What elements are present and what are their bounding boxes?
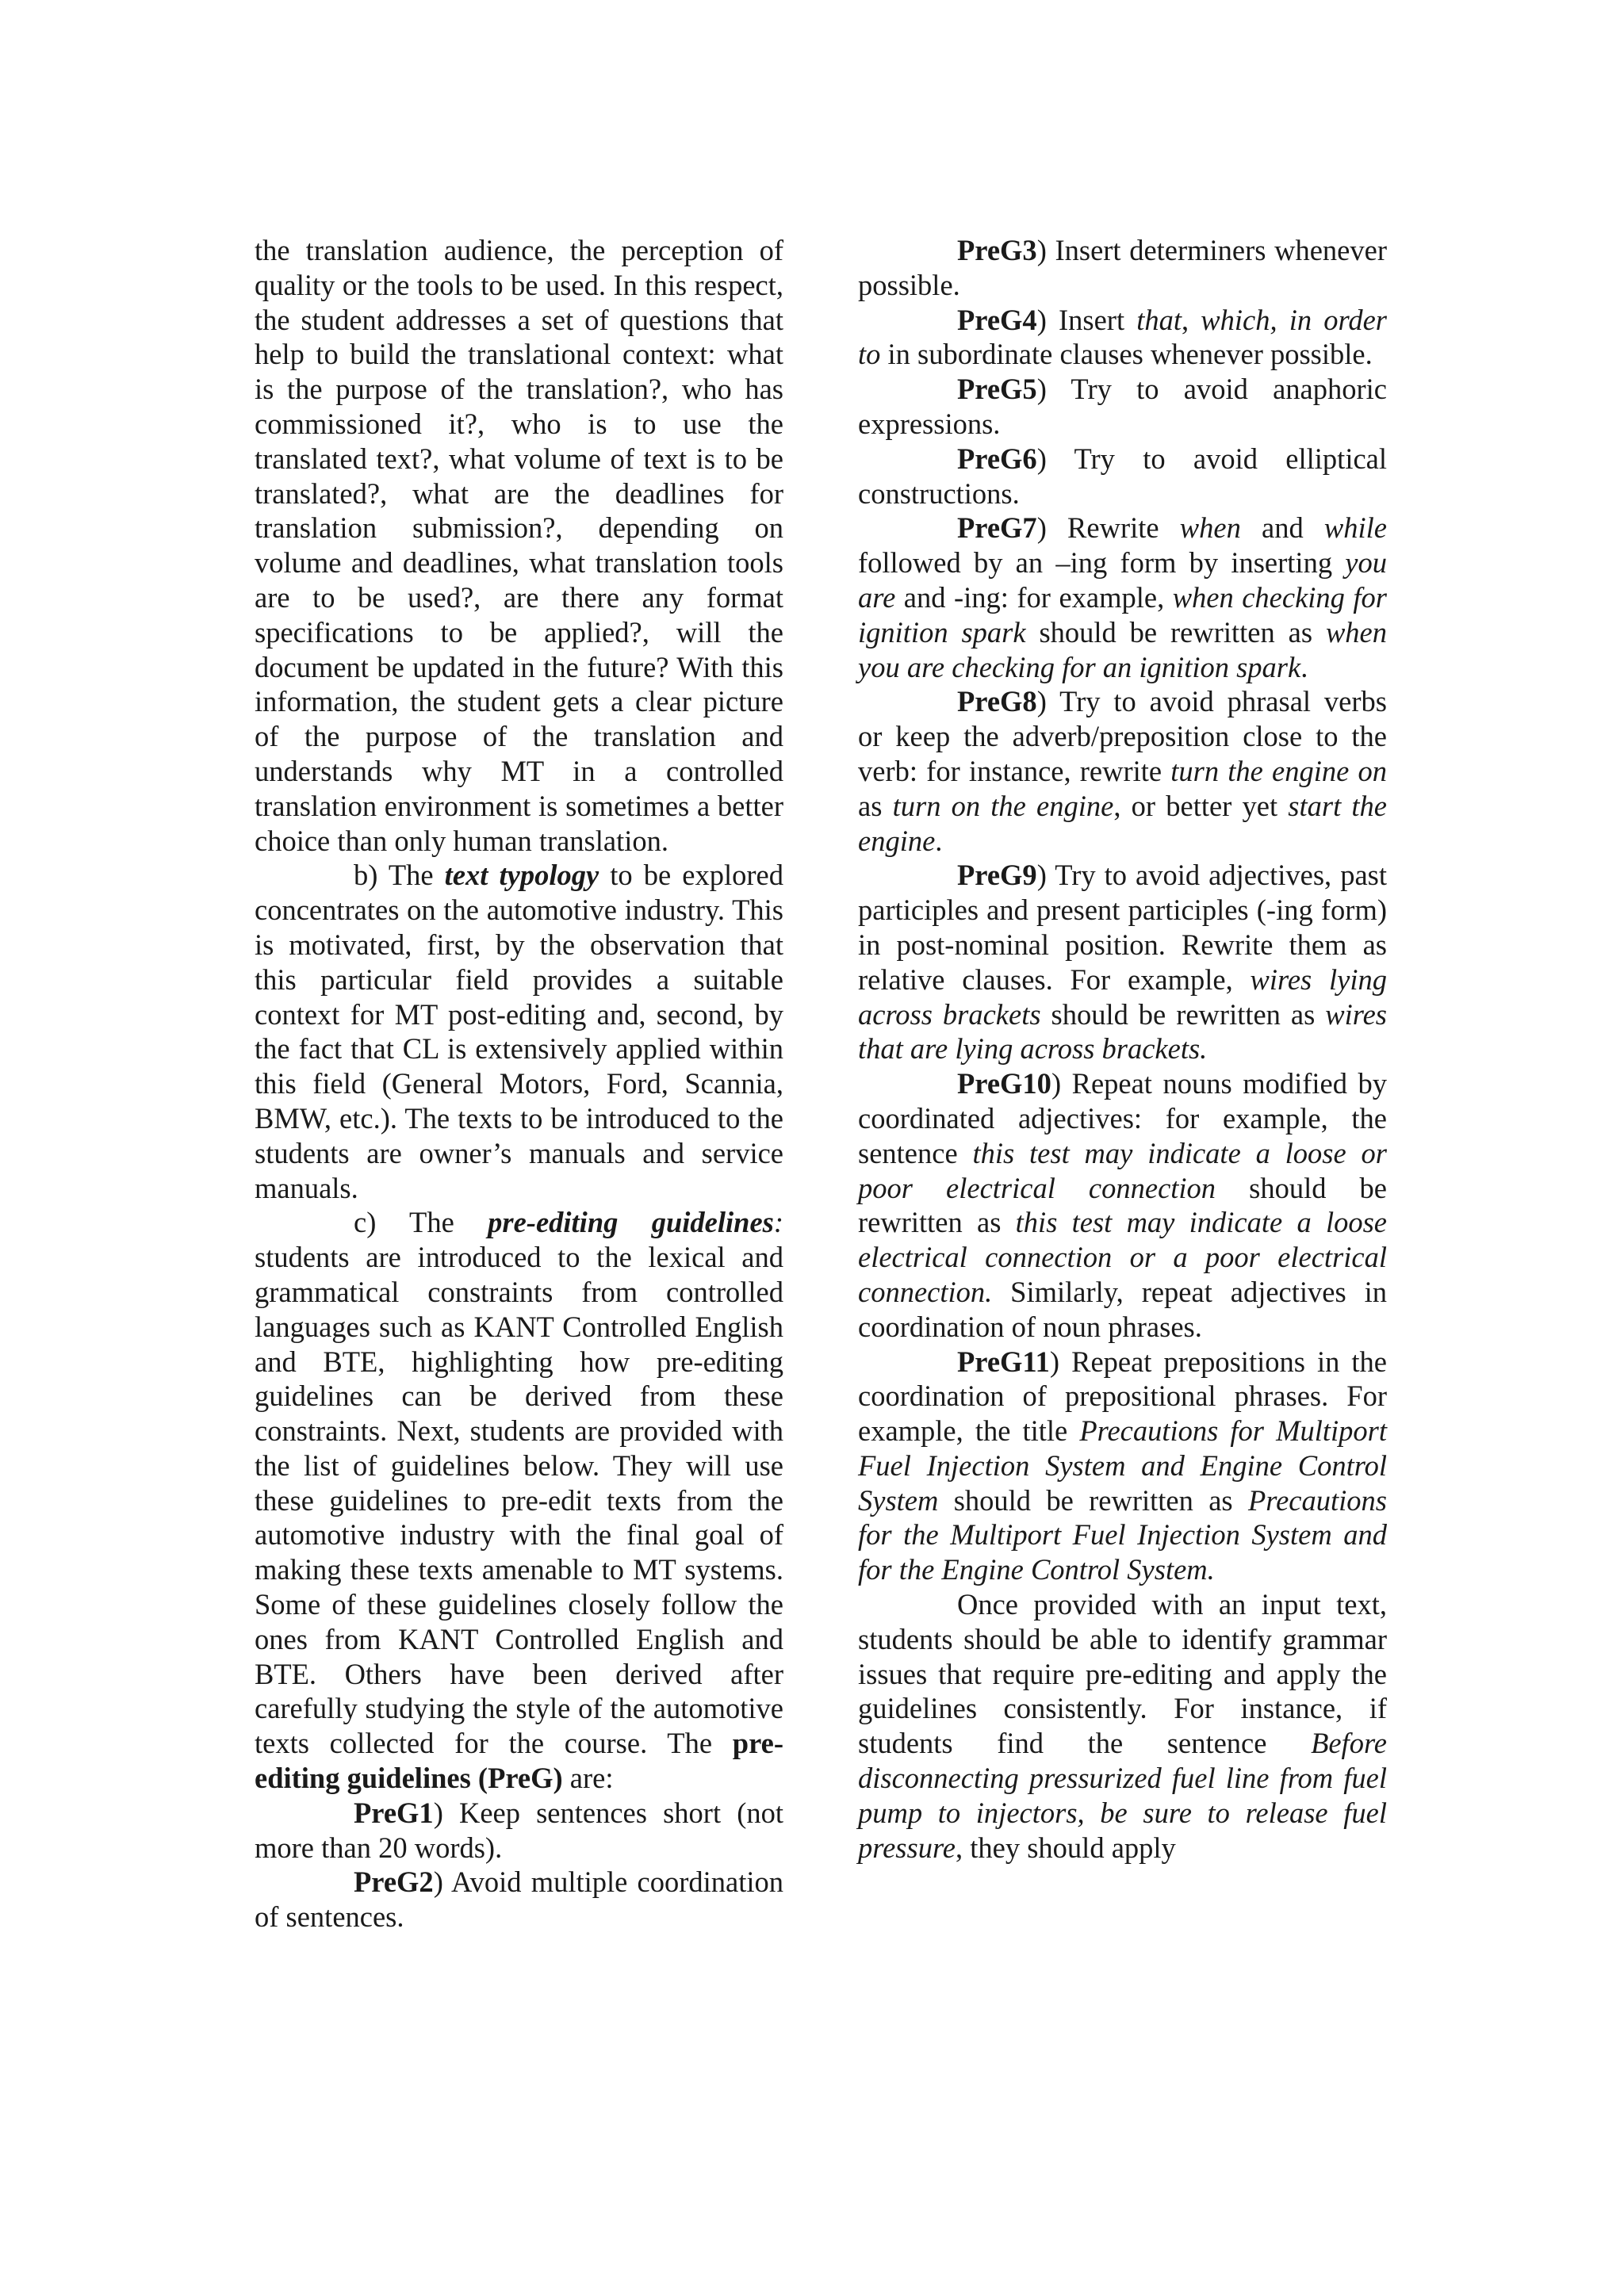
- text-run: ,: [1182, 303, 1201, 336]
- text-run: in subordinate clauses whenever possible.: [880, 338, 1373, 371]
- emphasis-italic: Precautions for Multiport Fuel Injection System and Engine Control System: [858, 1414, 1387, 1517]
- guideline-preg3: [858, 233, 1387, 303]
- emphasis-bold: PreG7: [957, 511, 1037, 545]
- emphasis-italic: you are: [858, 546, 1387, 614]
- guideline-preg5: [858, 372, 1387, 442]
- text-run: ) Try to avoid adjectives, past participles and present participles (-ing form) in post-nominal position. Rewrite them as relative clauses. For example,: [858, 859, 1387, 996]
- text-run: c) The: [354, 1206, 488, 1239]
- emphasis-italic: while: [1323, 511, 1387, 545]
- guideline-preg10: [858, 1066, 1387, 1344]
- text-run: ) Avoid multiple coordination of sentences.: [255, 1866, 783, 1934]
- paragraph-translation-context: [255, 233, 783, 858]
- emphasis-italic: start the engine: [858, 789, 1387, 857]
- text-run: students are introduced to the lexical and grammatical constraints from controlled languages such as KANT Controlled English and BTE, highlighting how pre-editing guidelines can be derived from these constraints. Next, students are provided with the list of guidelines below. They will use these guidelines to pre-edit texts from the automotive industry with the final goal of making these texts amenable to MT systems. Some of these guidelines closely follow the ones from KANT Controlled English and BTE. Others have been derived after carefully studying the style of the automotive texts collected for the course. The: [255, 1241, 783, 1760]
- emphasis-bold: PreG11: [957, 1345, 1050, 1378]
- emphasis-italic: this test may indicate a loose electrical connection or a poor electrical connection.: [858, 1206, 1387, 1308]
- emphasis-bold: text typology: [444, 859, 599, 892]
- emphasis-italic: :: [773, 1206, 783, 1239]
- emphasis-bold: PreG8: [957, 685, 1037, 718]
- text-run: ) Keep sentences short (not more than 20 words).: [255, 1796, 783, 1864]
- emphasis-bold: PreG4: [957, 303, 1037, 336]
- emphasis-bold: PreG9: [957, 859, 1037, 892]
- text-run: ) Repeat prepositions in the coordination of prepositional phrases. For example, the title: [858, 1345, 1387, 1448]
- emphasis-bold: PreG5: [957, 373, 1037, 406]
- emphasis-italic: Before disconnecting pressurized fuel line from fuel pump to injectors, be sure to release fuel pressure: [858, 1727, 1387, 1864]
- emphasis-bold: pre-editing guidelines: [488, 1206, 774, 1239]
- text-run: , or better yet: [1113, 789, 1289, 822]
- text-run: the translation audience, the perception of quality or the tools to be used. In this respect, the student addresses a set of questions that help to build the translational context: what is the purpose of the translation?, who has commissioned it?, who is to use the translated text?, what volume of text is to be translated?, what are the deadlines for translation submission?, depending on volume and deadlines, what translation tools are to be used?, are there any format specifications to be applied?, will the document be updated in the future? With this information, the student gets a clear picture of the purpose of the translation and understands why MT in a controlled translation environment is sometimes a better choice than only human translation.: [255, 234, 783, 857]
- text-run: ) Try to avoid phrasal verbs or keep the adverb/preposition close to the verb: for instance, rewrite: [858, 685, 1387, 787]
- emphasis-bold: PreG3: [957, 234, 1037, 266]
- emphasis-bold: PreG1: [354, 1796, 434, 1829]
- paragraph-pre-editing-guidelines: [255, 1205, 783, 1796]
- emphasis-italic: when you are checking for an ignition spark: [858, 615, 1387, 683]
- text-run: should be rewritten as: [938, 1483, 1248, 1517]
- guideline-preg2: [255, 1865, 783, 1934]
- paragraph-text-typology: [255, 858, 783, 1205]
- emphasis-italic: that: [1136, 303, 1182, 336]
- text-run: should be rewritten as: [1025, 615, 1326, 649]
- emphasis-bold: PreG2: [354, 1866, 434, 1899]
- text-run: ) Try to avoid anaphoric expressions.: [858, 373, 1387, 440]
- emphasis-italic: Precautions for the Multiport Fuel Injection System and for the Engine Control System.: [858, 1483, 1387, 1586]
- right-column: [858, 233, 1387, 1865]
- emphasis-italic: turn the engine on: [1170, 754, 1387, 787]
- text-run: Once provided with an input text, students should be able to identify grammar issues that require pre-editing and apply the guidelines consistently. For instance, if students find the sentence: [858, 1588, 1387, 1760]
- emphasis-italic: wires that are lying across brackets.: [858, 997, 1387, 1066]
- text-run: as: [858, 789, 893, 822]
- text-run: ) Repeat nouns modified by coordinated adjectives: for example, the sentence: [858, 1067, 1387, 1169]
- guideline-preg7: [858, 511, 1387, 684]
- guideline-preg6: [858, 442, 1387, 511]
- text-run: ) Rewrite: [1036, 511, 1180, 545]
- emphasis-bold: pre-editing guidelines (PreG): [255, 1727, 783, 1795]
- text-run: ) Try to avoid elliptical constructions.: [858, 442, 1387, 510]
- text-run: .: [1300, 650, 1308, 683]
- emphasis-italic: wires lying across brackets: [858, 962, 1387, 1031]
- emphasis-italic: turn on the engine: [892, 789, 1114, 822]
- text-run: Similarly, repeat adjectives in coordination of noun phrases.: [858, 1275, 1387, 1343]
- text-run: and: [1240, 511, 1324, 545]
- text-run: should be rewritten as: [858, 1171, 1387, 1239]
- text-run: to be explored concentrates on the automotive industry. This is motivated, first, by the observation that this particular field provides a suitable context for MT post-editing and, second, by the fact that CL is extensively applied within this field (General Motors, Ford, Scannia, BMW, etc.). The texts to be introduced to the students are owner’s manuals and service manuals.: [255, 859, 783, 1204]
- text-run: b) The: [354, 859, 445, 892]
- emphasis-bold: PreG10: [957, 1067, 1051, 1100]
- paragraph-applying-guidelines: [858, 1587, 1387, 1865]
- left-column: [255, 233, 783, 1934]
- text-run: .: [935, 824, 943, 857]
- emphasis-italic: this test may indicate a loose or poor electrical connection: [858, 1136, 1387, 1204]
- guideline-preg9: [858, 858, 1387, 1066]
- text-run: , they should apply: [956, 1831, 1176, 1864]
- emphasis-italic: when: [1179, 511, 1241, 545]
- text-run: followed by an –ing form by inserting: [858, 546, 1346, 580]
- guideline-preg4: [858, 303, 1387, 373]
- guideline-preg1: [255, 1796, 783, 1866]
- text-run: ) Insert determiners whenever possible.: [858, 234, 1387, 301]
- emphasis-bold: PreG6: [957, 442, 1037, 475]
- text-run: ) Insert: [1036, 303, 1137, 336]
- text-run: should be rewritten as: [1040, 997, 1326, 1031]
- text-run: are:: [562, 1762, 614, 1795]
- guideline-preg8: [858, 684, 1387, 858]
- text-run: and -ing: for example,: [895, 580, 1173, 614]
- emphasis-italic: when checking for ignition spark: [858, 580, 1387, 649]
- guideline-preg11: [858, 1345, 1387, 1588]
- emphasis-italic: which, in order to: [858, 303, 1388, 371]
